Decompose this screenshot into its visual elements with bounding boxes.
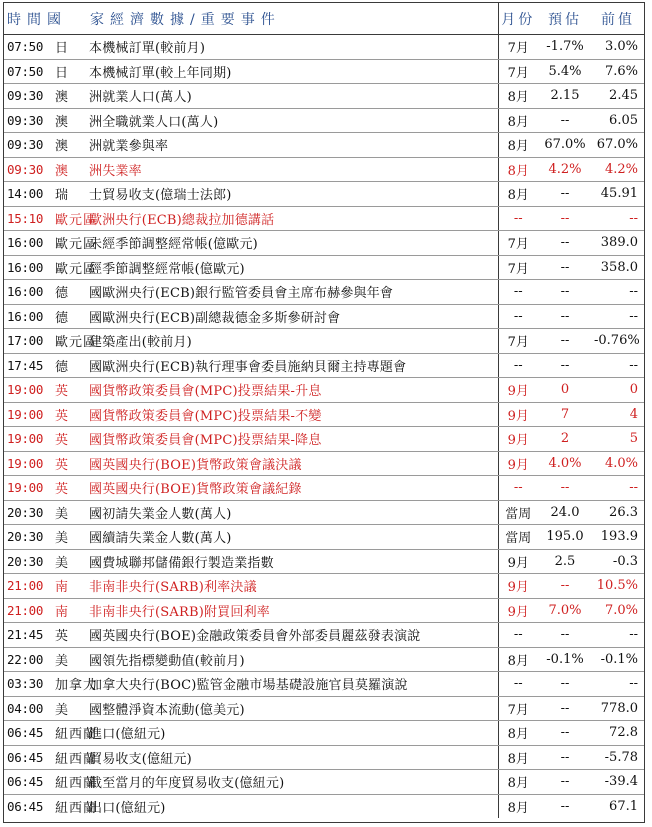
month-cell: 7月 bbox=[498, 35, 538, 60]
month-cell: 8月 bbox=[498, 108, 538, 133]
forecast-cell: 4.2% bbox=[538, 157, 592, 182]
month-cell: 當周 bbox=[498, 525, 538, 550]
header-forecast: 預估 bbox=[538, 3, 592, 35]
month-cell: 7月 bbox=[498, 59, 538, 84]
table-row bbox=[4, 402, 644, 427]
event-cell: 洲就業人口(萬人) bbox=[87, 84, 498, 109]
table-row bbox=[4, 231, 644, 256]
time-cell: 22:00 bbox=[4, 647, 53, 672]
forecast-cell: 5.4% bbox=[538, 59, 592, 84]
previous-cell: 67.0% bbox=[592, 133, 644, 158]
forecast-cell: 4.0% bbox=[538, 451, 592, 476]
table-row bbox=[4, 84, 644, 109]
forecast-cell: 2.5 bbox=[538, 549, 592, 574]
country-cell: 澳 bbox=[53, 108, 87, 133]
month-cell: 8月 bbox=[498, 182, 538, 207]
previous-cell: -- bbox=[592, 353, 644, 378]
event-cell: 國貨幣政策委員會(MPC)投票結果-降息 bbox=[87, 427, 498, 452]
table-row bbox=[4, 304, 644, 329]
table-row bbox=[4, 35, 644, 60]
month-cell: 8月 bbox=[498, 84, 538, 109]
month-cell: 9月 bbox=[498, 451, 538, 476]
forecast-cell: 24.0 bbox=[538, 500, 592, 525]
event-cell: 洲就業參與率 bbox=[87, 133, 498, 158]
table-row bbox=[4, 574, 644, 599]
month-cell: -- bbox=[498, 353, 538, 378]
month-cell: 7月 bbox=[498, 329, 538, 354]
month-cell: -- bbox=[498, 206, 538, 231]
time-cell: 16:00 bbox=[4, 304, 53, 329]
forecast-cell: -1.7% bbox=[538, 35, 592, 60]
country-cell: 紐西蘭 bbox=[53, 721, 87, 746]
table-row bbox=[4, 500, 644, 525]
time-cell: 16:00 bbox=[4, 255, 53, 280]
country-cell: 英 bbox=[53, 451, 87, 476]
country-cell: 紐西蘭 bbox=[53, 745, 87, 770]
month-cell: 8月 bbox=[498, 770, 538, 795]
previous-cell: 4 bbox=[592, 402, 644, 427]
forecast-cell: -- bbox=[538, 770, 592, 795]
forecast-cell: -- bbox=[538, 280, 592, 305]
event-cell: 本機械訂單(較上年同期) bbox=[87, 59, 498, 84]
time-cell: 06:45 bbox=[4, 721, 53, 746]
event-cell: 國歐洲央行(ECB)銀行監管委員會主席布赫參與年會 bbox=[87, 280, 498, 305]
header-event: 家經濟數據/重要事件 bbox=[87, 3, 498, 35]
table-row bbox=[4, 770, 644, 795]
month-cell: 7月 bbox=[498, 231, 538, 256]
time-cell: 19:00 bbox=[4, 427, 53, 452]
event-cell: 國歐洲央行(ECB)執行理事會委員施納貝爾主持專題會 bbox=[87, 353, 498, 378]
forecast-cell: -- bbox=[538, 623, 592, 648]
event-cell: 國英國央行(BOE)金融政策委員會外部委員麗茲發表演說 bbox=[87, 623, 498, 648]
table-row bbox=[4, 672, 644, 697]
forecast-cell: -- bbox=[538, 329, 592, 354]
forecast-cell: -- bbox=[538, 721, 592, 746]
month-cell: 7月 bbox=[498, 255, 538, 280]
time-cell: 17:45 bbox=[4, 353, 53, 378]
previous-cell: 6.05 bbox=[592, 108, 644, 133]
time-cell: 17:00 bbox=[4, 329, 53, 354]
time-cell: 19:00 bbox=[4, 476, 53, 501]
previous-cell: 389.0 bbox=[592, 231, 644, 256]
table-row bbox=[4, 157, 644, 182]
time-cell: 04:00 bbox=[4, 696, 53, 721]
previous-cell: 193.9 bbox=[592, 525, 644, 550]
event-cell: 士貿易收支(億瑞士法郎) bbox=[87, 182, 498, 207]
event-cell: 截至當月的年度貿易收支(億紐元) bbox=[87, 770, 498, 795]
month-cell: 9月 bbox=[498, 402, 538, 427]
event-cell: 國貨幣政策委員會(MPC)投票結果-升息 bbox=[87, 378, 498, 403]
forecast-cell: 2 bbox=[538, 427, 592, 452]
country-cell: 歐元區 bbox=[53, 329, 87, 354]
event-cell: 國初請失業金人數(萬人) bbox=[87, 500, 498, 525]
time-cell: 09:30 bbox=[4, 133, 53, 158]
time-cell: 06:45 bbox=[4, 745, 53, 770]
forecast-cell: -- bbox=[538, 672, 592, 697]
previous-cell: -0.3 bbox=[592, 549, 644, 574]
forecast-cell: -- bbox=[538, 231, 592, 256]
country-cell: 南 bbox=[53, 598, 87, 623]
month-cell: 8月 bbox=[498, 647, 538, 672]
month-cell: 8月 bbox=[498, 794, 538, 818]
previous-cell: 26.3 bbox=[592, 500, 644, 525]
previous-cell: 72.8 bbox=[592, 721, 644, 746]
month-cell: 9月 bbox=[498, 549, 538, 574]
country-cell: 歐元區 bbox=[53, 255, 87, 280]
time-cell: 21:00 bbox=[4, 574, 53, 599]
event-cell: 本機械訂單(較前月) bbox=[87, 35, 498, 60]
header-previous: 前值 bbox=[592, 3, 644, 35]
forecast-cell: -- bbox=[538, 476, 592, 501]
previous-cell: 2.45 bbox=[592, 84, 644, 109]
time-cell: 03:30 bbox=[4, 672, 53, 697]
month-cell: -- bbox=[498, 672, 538, 697]
country-cell: 美 bbox=[53, 525, 87, 550]
table-row bbox=[4, 59, 644, 84]
time-cell: 07:50 bbox=[4, 35, 53, 60]
table-row bbox=[4, 549, 644, 574]
country-cell: 日 bbox=[53, 35, 87, 60]
country-cell: 歐元區 bbox=[53, 231, 87, 256]
country-cell: 澳 bbox=[53, 157, 87, 182]
calendar-frame bbox=[3, 2, 645, 823]
previous-cell: -- bbox=[592, 476, 644, 501]
country-cell: 日 bbox=[53, 59, 87, 84]
previous-cell: 0 bbox=[592, 378, 644, 403]
event-cell: 非南非央行(SARB)利率決議 bbox=[87, 574, 498, 599]
country-cell: 加拿大 bbox=[53, 672, 87, 697]
event-cell: 國歐洲央行(ECB)副總裁德金多斯參研討會 bbox=[87, 304, 498, 329]
previous-cell: -- bbox=[592, 206, 644, 231]
forecast-cell: 7.0% bbox=[538, 598, 592, 623]
header-time-country: 時間國 bbox=[4, 3, 87, 35]
table-row bbox=[4, 280, 644, 305]
table-row bbox=[4, 133, 644, 158]
table-row bbox=[4, 525, 644, 550]
table-row bbox=[4, 647, 644, 672]
forecast-cell: -- bbox=[538, 255, 592, 280]
previous-cell: -5.78 bbox=[592, 745, 644, 770]
time-cell: 09:30 bbox=[4, 157, 53, 182]
time-cell: 19:00 bbox=[4, 378, 53, 403]
event-cell: 洲全職就業人口(萬人) bbox=[87, 108, 498, 133]
country-cell: 英 bbox=[53, 378, 87, 403]
forecast-cell: -- bbox=[538, 353, 592, 378]
country-cell: 英 bbox=[53, 402, 87, 427]
table-row bbox=[4, 182, 644, 207]
time-cell: 21:00 bbox=[4, 598, 53, 623]
table-body bbox=[4, 35, 644, 819]
previous-cell: 4.0% bbox=[592, 451, 644, 476]
table-row bbox=[4, 745, 644, 770]
forecast-cell: 7 bbox=[538, 402, 592, 427]
event-cell: 國費城聯邦儲備銀行製造業指數 bbox=[87, 549, 498, 574]
previous-cell: 7.6% bbox=[592, 59, 644, 84]
forecast-cell: -- bbox=[538, 206, 592, 231]
month-cell: -- bbox=[498, 476, 538, 501]
time-cell: 20:30 bbox=[4, 525, 53, 550]
country-cell: 美 bbox=[53, 647, 87, 672]
month-cell: 當周 bbox=[498, 500, 538, 525]
country-cell: 英 bbox=[53, 623, 87, 648]
previous-cell: -- bbox=[592, 280, 644, 305]
time-cell: 14:00 bbox=[4, 182, 53, 207]
table-row bbox=[4, 427, 644, 452]
country-cell: 歐元區 bbox=[53, 206, 87, 231]
economic-calendar-table bbox=[4, 3, 644, 818]
previous-cell: 358.0 bbox=[592, 255, 644, 280]
event-cell: 洲失業率 bbox=[87, 157, 498, 182]
time-cell: 09:30 bbox=[4, 108, 53, 133]
country-cell: 美 bbox=[53, 500, 87, 525]
forecast-cell: -0.1% bbox=[538, 647, 592, 672]
event-cell: 國領先指標變動值(較前月) bbox=[87, 647, 498, 672]
month-cell: 8月 bbox=[498, 157, 538, 182]
previous-cell: -- bbox=[592, 304, 644, 329]
previous-cell: -39.4 bbox=[592, 770, 644, 795]
country-cell: 紐西蘭 bbox=[55, 800, 98, 816]
table-row bbox=[4, 696, 644, 721]
month-cell: 9月 bbox=[498, 378, 538, 403]
previous-cell: -- bbox=[592, 672, 644, 697]
country-cell: 澳 bbox=[53, 84, 87, 109]
time-cell: 20:30 bbox=[4, 549, 53, 574]
previous-cell: 7.0% bbox=[592, 598, 644, 623]
event-cell: 國英國央行(BOE)貨幣政策會議決議 bbox=[87, 451, 498, 476]
forecast-cell: -- bbox=[538, 304, 592, 329]
table-row bbox=[4, 623, 644, 648]
country-cell: 英 bbox=[53, 476, 87, 501]
time-cell: 16:00 bbox=[4, 231, 53, 256]
country-cell: 德 bbox=[53, 353, 87, 378]
forecast-cell: -- bbox=[538, 696, 592, 721]
event-cell: 歐洲央行(ECB)總裁拉加德講話 bbox=[87, 206, 498, 231]
time-cell: 15:10 bbox=[4, 206, 53, 231]
country-cell: 南 bbox=[53, 574, 87, 599]
time-cell: 09:30 bbox=[4, 84, 53, 109]
forecast-cell: -- bbox=[538, 108, 592, 133]
table-row bbox=[4, 255, 644, 280]
month-cell: 8月 bbox=[498, 745, 538, 770]
previous-cell: 10.5% bbox=[592, 574, 644, 599]
country-cell: 美 bbox=[53, 696, 87, 721]
event-cell: 加拿大央行(BOC)監管金融市場基礎設施官員莫羅演說 bbox=[87, 672, 498, 697]
time-cell: 06:45 bbox=[7, 798, 44, 814]
table-row bbox=[4, 206, 644, 231]
country-cell: 德 bbox=[53, 304, 87, 329]
previous-cell: -0.1% bbox=[592, 647, 644, 672]
event-cell: 經季節調整經常帳(億歐元) bbox=[87, 255, 498, 280]
time-cell: 07:50 bbox=[4, 59, 53, 84]
time-cell: 21:45 bbox=[4, 623, 53, 648]
event-cell: 出口(億紐元) bbox=[89, 800, 166, 816]
event-cell: 國英國央行(BOE)貨幣政策會議紀錄 bbox=[87, 476, 498, 501]
event-cell: 建築產出(較前月) bbox=[87, 329, 498, 354]
previous-cell: -- bbox=[592, 623, 644, 648]
table-row bbox=[4, 721, 644, 746]
month-cell: -- bbox=[498, 280, 538, 305]
month-cell: -- bbox=[498, 623, 538, 648]
time-cell: 19:00 bbox=[4, 451, 53, 476]
previous-cell: 45.91 bbox=[592, 182, 644, 207]
header-row bbox=[4, 3, 644, 35]
forecast-cell: -- bbox=[538, 745, 592, 770]
table-row bbox=[4, 476, 644, 501]
forecast-cell: 195.0 bbox=[538, 525, 592, 550]
previous-cell: 5 bbox=[592, 427, 644, 452]
month-cell: 9月 bbox=[498, 574, 538, 599]
forecast-cell: -- bbox=[560, 798, 570, 814]
event-cell: 非南非央行(SARB)附買回利率 bbox=[87, 598, 498, 623]
forecast-cell: 67.0% bbox=[538, 133, 592, 158]
time-cell: 16:00 bbox=[4, 280, 53, 305]
table-row bbox=[4, 378, 644, 403]
month-cell: 8月 bbox=[498, 133, 538, 158]
header-month: 月份 bbox=[498, 3, 538, 35]
country-cell: 德 bbox=[53, 280, 87, 305]
previous-cell: -0.76% bbox=[592, 329, 644, 354]
month-cell: -- bbox=[498, 304, 538, 329]
event-cell: 進口(億紐元) bbox=[87, 721, 498, 746]
event-cell: 國貨幣政策委員會(MPC)投票結果-不變 bbox=[87, 402, 498, 427]
country-cell: 瑞 bbox=[53, 182, 87, 207]
event-cell: 國續請失業金人數(萬人) bbox=[87, 525, 498, 550]
time-cell: 19:00 bbox=[4, 402, 53, 427]
table-row bbox=[4, 451, 644, 476]
event-cell: 貿易收支(億紐元) bbox=[87, 745, 498, 770]
previous-cell: 67.1 bbox=[609, 798, 638, 814]
previous-cell: 778.0 bbox=[592, 696, 644, 721]
month-cell: 9月 bbox=[498, 427, 538, 452]
previous-cell: 4.2% bbox=[592, 157, 644, 182]
time-cell: 06:45 bbox=[4, 770, 53, 795]
event-cell: 未經季節調整經常帳(億歐元) bbox=[87, 231, 498, 256]
forecast-cell: -- bbox=[538, 182, 592, 207]
time-cell: 20:30 bbox=[4, 500, 53, 525]
country-cell: 紐西蘭 bbox=[53, 770, 87, 795]
table-row bbox=[4, 598, 644, 623]
month-cell: 7月 bbox=[498, 696, 538, 721]
forecast-cell: 2.15 bbox=[538, 84, 592, 109]
event-cell: 國整體淨資本流動(億美元) bbox=[87, 696, 498, 721]
month-cell: 8月 bbox=[498, 721, 538, 746]
forecast-cell: -- bbox=[538, 574, 592, 599]
country-cell: 英 bbox=[53, 427, 87, 452]
table-row bbox=[4, 794, 644, 818]
country-cell: 美 bbox=[53, 549, 87, 574]
table-row bbox=[4, 329, 644, 354]
country-cell: 澳 bbox=[53, 133, 87, 158]
month-cell: 9月 bbox=[498, 598, 538, 623]
forecast-cell: 0 bbox=[538, 378, 592, 403]
table-row bbox=[4, 108, 644, 133]
table-row bbox=[4, 353, 644, 378]
previous-cell: 3.0% bbox=[592, 35, 644, 60]
